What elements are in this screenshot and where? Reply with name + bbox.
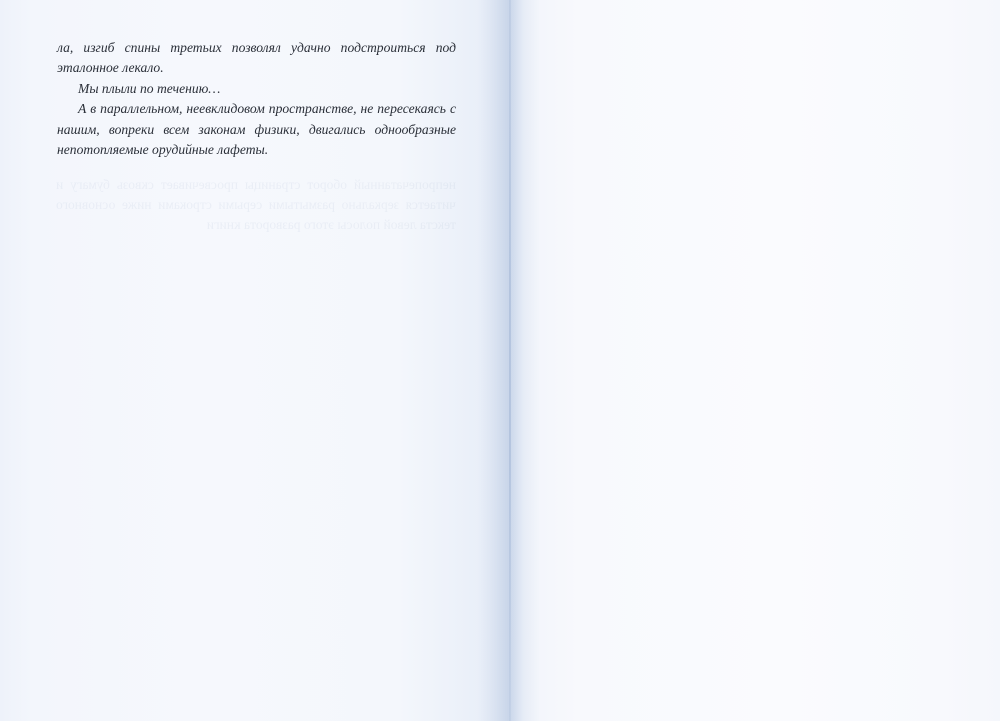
show-through-text: непропечатанный оборот страницы просвечивает сквозь бумагу и читается зеркально размытыми серыми строками ниже основного текста левой полосы этого разворота книги: [56, 177, 456, 233]
verso-paragraph-3: А в параллельном, неевклидовом пространстве, не пересекаясь с нашим, вопреки всем законам физики, двигались однообразные непотопляемые орудийные лафеты.: [57, 101, 456, 158]
verso-paragraph-1: ла, изгиб спины третьих позволял удачно подстроиться под эталонное лекало.: [57, 40, 456, 76]
recto-leaf: [510, 0, 1000, 721]
verso-paragraph-2: Мы плыли по течению…: [78, 80, 221, 96]
verso-text-column: [57, 38, 456, 160]
